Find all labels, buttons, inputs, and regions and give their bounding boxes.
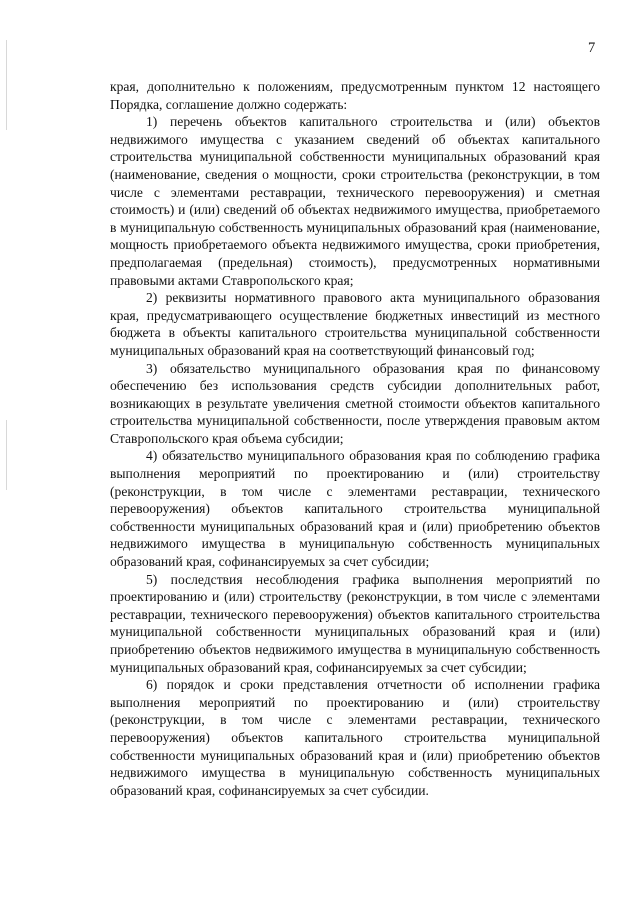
scan-margin-line	[6, 40, 7, 130]
list-item-3: 3) обязательство муниципального образования края по финансовому обеспечению без использования средств субсидии дополнительных работ, возникающих в результате увеличения сметной стоимости объектов капитального строительства муниципальной собственности, после утверждения правовым актом Ставропольского края объема субсидии;	[110, 360, 600, 446]
list-item-6: 6) порядок и сроки представления отчетности об исполнении графика выполнения мероприятий по проектированию и (или) строительству (реконструкции, в том числе с элементами реставрации, технического перевооружения) объектов капитального строительства муниципальной собственности муниципальных образований края и (или) приобретению объектов недвижимого имущества в муниципальную собственность муниципальных образований края, софинансируемых за счет субсидии.	[110, 677, 600, 798]
scan-margin-line	[6, 420, 7, 490]
document-body	[110, 78, 600, 799]
page-number: 7	[588, 40, 596, 56]
list-item-1: 1) перечень объектов капитального строительства и (или) объектов недвижимого имущества с указанием сведений об объектах капитального строительства муниципальной собственности муниципальных образований края (наименование, сведения о мощности, сроки строительства (реконструкции, в том числе с элементами реставрации, технического перевооружения) и сметная стоимость) и (или) сведений об объектах недвижимого имущества, приобретаемого в муниципальную собственность муниципальных образований края (наименование, мощность приобретаемого объекта недвижимого имущества, сроки приобретения, предполагаемая (предельная) стоимость), предусмотренных нормативными правовыми актами Ставропольского края;	[110, 114, 600, 288]
list-item-4: 4) обязательство муниципального образования края по соблюдению графика выполнения мероприятий по проектированию и (или) строительству (реконструкции, в том числе с элементами реставрации, технического перевооружения) объектов капитального строительства муниципальной собственности муниципальных образований края и (или) приобретению объектов недвижимого имущества в муниципальную собственность муниципальных образований края, софинансируемых за счет субсидии;	[110, 448, 600, 570]
intro-paragraph: края, дополнительно к положениям, предусмотренным пунктом 12 настоящего Порядка, соглашение должно содержать:	[110, 79, 600, 112]
list-item-2: 2) реквизиты нормативного правового акта муниципального образования края, предусматривающего осуществление бюджетных инвестиций из местного бюджета в объекты капитального строительства муниципальной собственности муниципальных образований края на соответствующий финансовый год;	[110, 290, 600, 358]
list-item-5: 5) последствия несоблюдения графика выполнения мероприятий по проектированию и (или) строительству (реконструкции, в том числе с элементами реставрации, технического перевооружения) объектов капитального строительства муниципальной собственности муниципальных образований края и (или) приобретению объектов недвижимого имущества в муниципальную собственность муниципальных образований края, софинансируемых за счет субсидии;	[110, 571, 600, 675]
